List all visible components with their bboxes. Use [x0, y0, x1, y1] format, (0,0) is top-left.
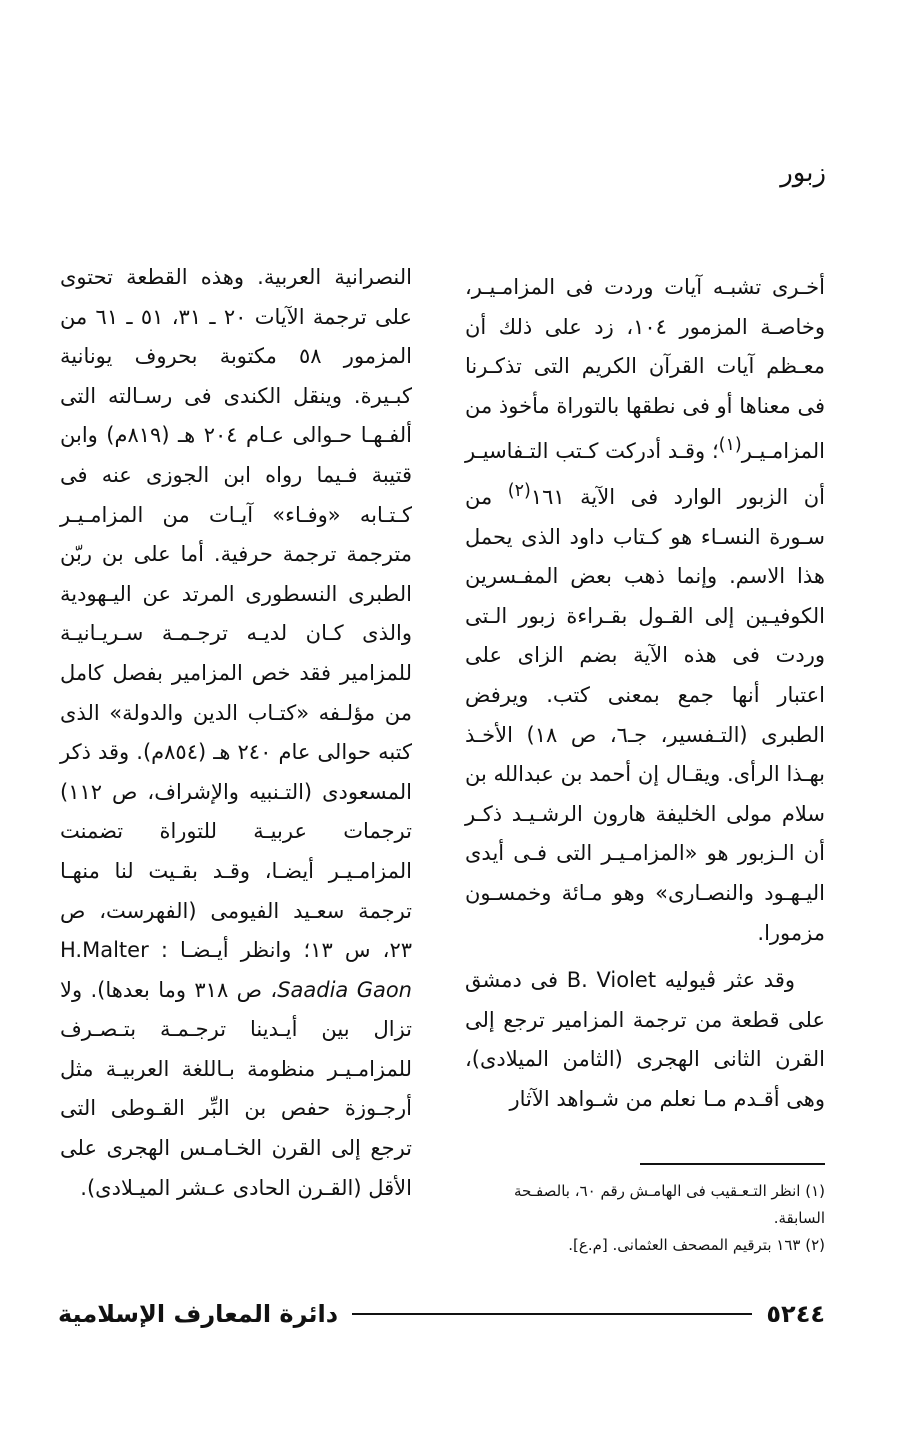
paragraph-text: النصرانية العربية. وهذه القطعة تحتوى على ترجمة الآيات ٢٠ ـ ٣١، ٥١ ـ ٦١ من المزمور ٥٨ مكتوبة بحروف يونانية كبـيرة. وينقل الكندى فى رسـالته التى ألفـهـا حـوالى عـام ٢٠٤ هـ (٨١٩م) وابن قتيبة فـيما رواه ابن الجوزى عنه فى كـتـابه «وفـاء» آيـات من المزامـيـر مترجمة ترجمة حرفية. أما على بن ربّن الطبرى النسطورى المرتد عن اليـهودية والذى كـان لديـه ترجـمـة سـريـانيـة للمزامير فقد خص المزامير بفصل كامل من مؤلـفه «كتـاب الدين والدولة» الذى كتبه حوالى عام ٢٤٠ هـ (٨٥٤م). وقد ذكر المسعودى (التـنبيه والإشراف، ص ١١٢) ترجمات عربيـة للتوراة تضمنت المزامـيـر أيضـا، وقـد بقـيت لنا منهـا ترجمة سعـيد الفيومى (الفهرست، ص ٢٣، س ١٣؛ وانظر أيـضـا H.Malter :: [60, 265, 412, 963]
paragraph: [60, 258, 412, 1208]
footer-rule: [352, 1313, 752, 1315]
footnote-separator: [640, 1163, 825, 1165]
footnote-ref: (١): [718, 435, 742, 456]
paragraph: وقد عثر ڤيوليه B. Violet فى دمشق على قطعة من ترجمة المزامير ترجع إلى القرن الثانى الهجرى (الثامن الميلادى)، وهى أقـدم مـا نعلم من شـواهد الآثار: [465, 968, 825, 1111]
text-column-left: [60, 258, 412, 1208]
paragraph-text: من سـورة النسـاء هو كـتاب داود الذى يحمل هذا الاسم. وإنما ذهب بعض المفـسرين الكوفيـين إلى القـول بقـراءة زبور الـتى وردت فى هذه الآية بضم الزاى على اعتبار أنها جمع بمعنى كتب. ويرفض الطبرى (التـفسير، جـ٦، ص ١٨) الأخـذ بهـذا الرأى. ويقـال إن أحمد بن عبدالله بن سلام مولى الخليفة هارون الرشـيـد ذكـر أن الـزبور هو «المزامـيـر التى فـى أيدى اليـهـود والنصـارى» وهو مـائة وخمسـون مزمورا.: [465, 484, 826, 945]
footnotes: [465, 1178, 825, 1259]
book-title-italic: Saadia Gaon: [277, 977, 412, 1002]
footnote-1: (١) انظر التـعـقيب فى الهامـش رقم ٦٠، بالصفـحة السابقة.: [513, 1182, 825, 1227]
page-footer: [58, 1292, 825, 1336]
footnote-2: (٢) ١٦٣ بترقيم المصحف العثمانى. [م.ع].: [568, 1236, 825, 1254]
page-number: ٥٢٤٤: [766, 1300, 825, 1328]
running-header: زبور: [780, 158, 826, 188]
text-column-right: [465, 268, 825, 1119]
paragraph: [465, 268, 825, 953]
paragraph-text: أخـرى تشبـه آيات وردت فى المزامـيـر، وخاصـة المزمور ١٠٤، زد على ذلك أن معـظم آيات القرآن الكريم التى تذكـرنا فى معناها أو فى نطقها بالتوراة مأخوذ من المزامـيـر: [464, 275, 825, 464]
footnote-ref: (٢): [507, 480, 531, 501]
encyclopedia-title: دائرة المعارف الإسلامية: [58, 1300, 339, 1328]
paragraph-text: ؛ وقـد أدركت كـتب التـفاسيـر أن الزبور الوارد فى الآية ١٦١: [465, 439, 825, 509]
paragraph-text: ، ص ٣١٨ وما بعدها). ولا تزال بين أيـدينا ترجـمـة بتـصـرف للمزامـيـر منظومة بـاللغة العربيـة مثل أرجـوزة حفص بن البِّر القـوطى التى ترجع إلى القرن الخـامـس الهجرى على الأقل (القـرن الحادى عـشر الميـلادى).: [60, 977, 412, 1200]
